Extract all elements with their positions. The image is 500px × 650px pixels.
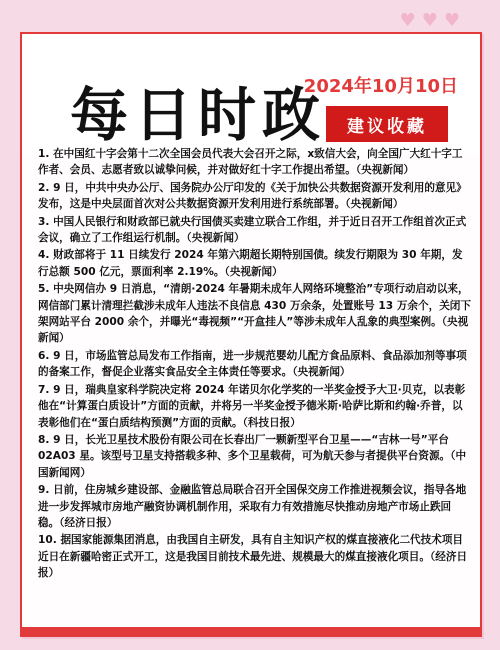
- news-item: 5. 中央网信办 9 日消息，“清朗·2024 年暑期未成年人网络环境整治”专项行动启动以来，网信部门累计清理拦截涉未成年人违法不良信息 430 万余条，处置账号 13 万余个，关闭下架网站平台 2000 余个，并曝光“毒视频”“开盒挂人”等涉未成年人乱象的典型案例。（央视新闻）: [38, 283, 471, 345]
- heart-icon: ♥: [443, 10, 460, 31]
- date-label: 2024年10月10日: [303, 76, 458, 97]
- bookmark-tag: 建议收藏: [326, 106, 448, 142]
- page-title: 每日时政: [70, 81, 327, 149]
- news-item: 10. 据国家能源集团消息，由我国自主研发，具有自主知识产权的煤直接液化二代技术项目近日在新疆哈密正式开工，这是我国目前技术最先进、规模最大的煤直接液化项目。（经济日报）: [38, 534, 468, 580]
- news-item: 6. 9 日，市场监管总局发布工作指南，进一步规范婴幼儿配方食品原料、食品添加剂等事项的备案工作，督促企业落实食品安全主体责任等要求。（央视新闻）: [38, 349, 467, 379]
- news-item: 1. 在中国红十字会第十二次全国会员代表大会召开之际，x致信大会，向全国广大红十字工作者、会员、志愿者致以诚挚问候，并对做好红十字工作提出希望。（央视新闻）: [38, 148, 463, 177]
- news-item: 3. 中国人民银行和财政部已就央行国债买卖建立联合工作组，并于近日召开工作组首次正式会议，确立了工作组运行机制。（央视新闻）: [38, 215, 467, 245]
- news-card: [20, 32, 482, 637]
- news-item: 8. 9 日，长光卫星技术股份有限公司在长春出厂一颗新型平台卫星——“吉林一号”平台 02A03 星。该型号卫星支持搭载多种、多个卫星载荷，可为航天参与者提供平台资源。（中国新闻网）: [38, 433, 467, 479]
- footer-bar: [22, 627, 480, 635]
- heart-icon: ♥: [399, 10, 416, 31]
- heart-icon: ♥: [421, 10, 438, 31]
- news-item: 9. 日前，住房城乡建设部、金融监管总局联合召开全国保交房工作推进视频会议，指导各地进一步发挥城市房地产融资协调机制作用，采取有力有效措施尽快推动房地产市场止跌回稳。（经济日报）: [38, 484, 467, 529]
- news-list: [38, 146, 472, 583]
- hearts-decoration: [400, 12, 460, 30]
- news-item: 7. 9 日，瑞典皇家科学院决定将 2024 年诺贝尔化学奖的一半奖金授予大卫·贝克，以表彰他在“计算蛋白质设计”方面的贡献，并将另一半奖金授予德米斯·哈萨比斯和约翰·乔普，以表彰他们在“蛋白质结构预测”方面的贡献。（科技日报）: [38, 383, 466, 429]
- card-header: [22, 34, 480, 154]
- news-item: 2. 9 日，中共中央办公厅、国务院办公厅印发的《关于加快公共数据资源开发利用的意见》发布，这是中央层面首次对公共数据资源开发利用进行系统部署。（央视新闻）: [38, 181, 467, 211]
- news-item: 4. 财政部将于 11 日续发行 2024 年第六期超长期特别国债。续发行期限为 30 年期，发行总额 500 亿元，票面利率 2.19%。（央视新闻）: [38, 249, 463, 278]
